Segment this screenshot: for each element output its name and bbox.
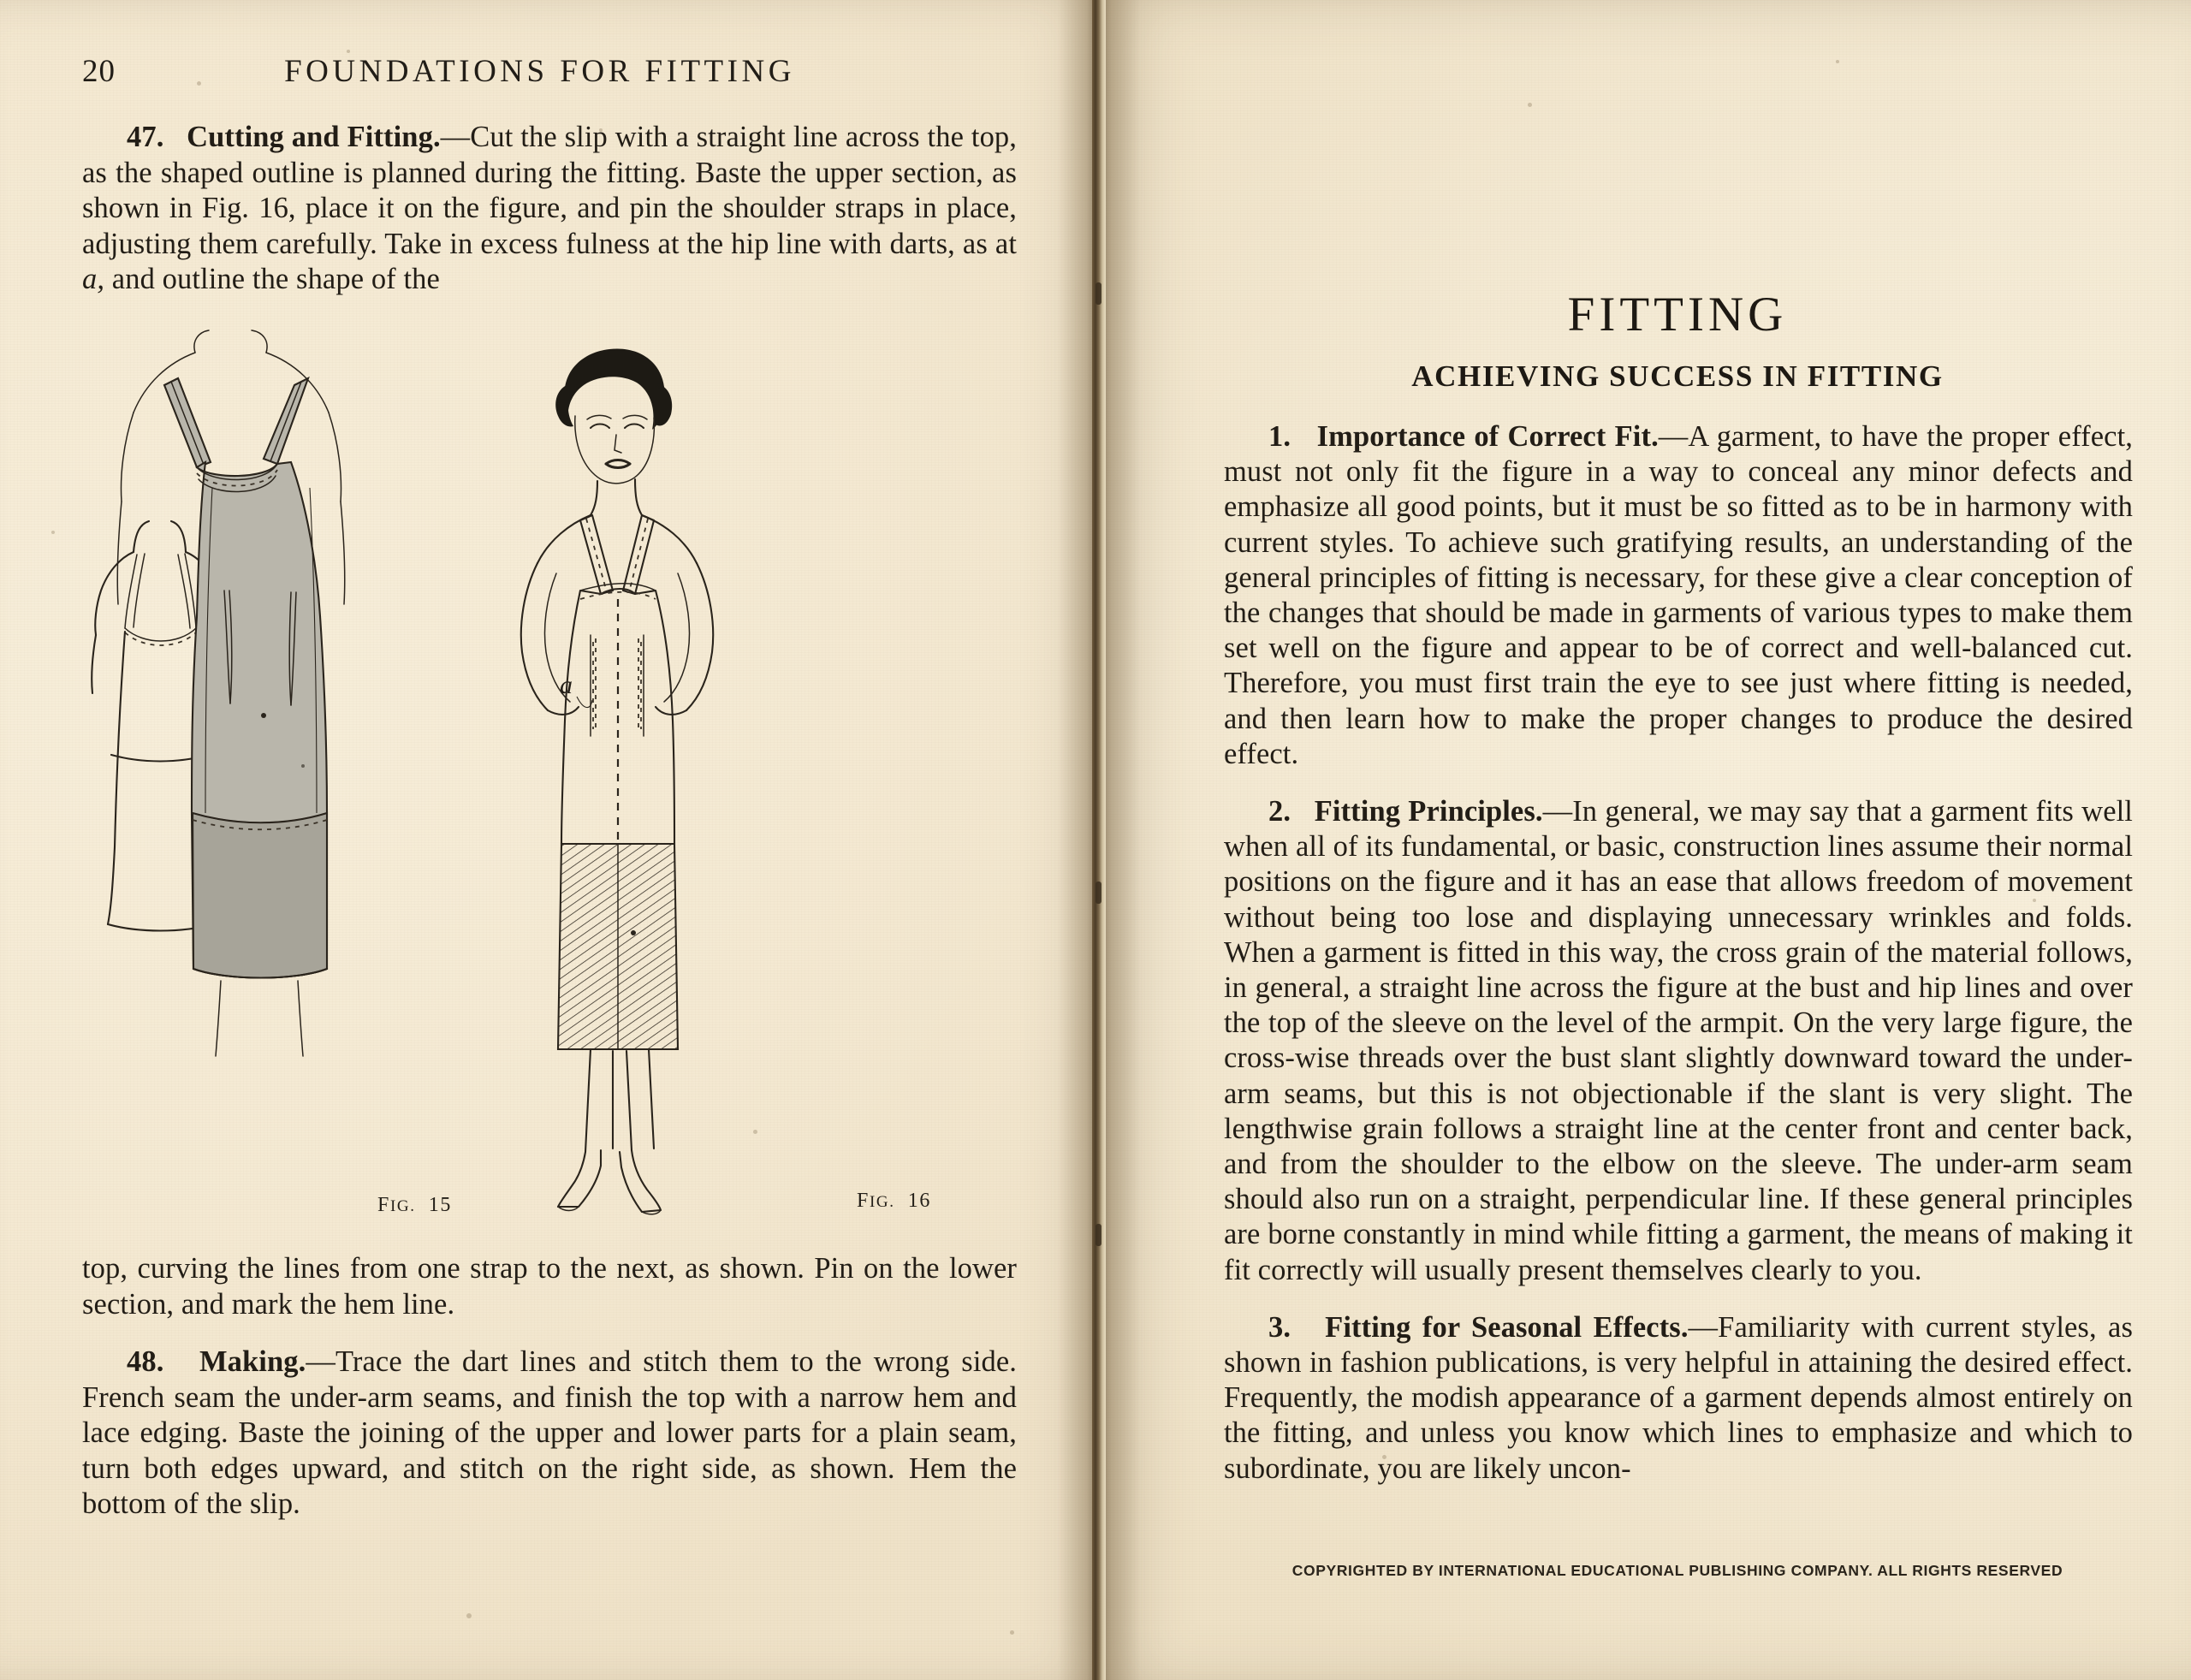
paragraph-1 bbox=[1224, 419, 2133, 772]
paragraph-47-dash: — bbox=[440, 121, 471, 153]
running-head-title: FOUNDATIONS FOR FITTING bbox=[284, 54, 795, 89]
section-title: FITTING bbox=[1567, 288, 1788, 341]
fig-15-caption-ig: IG. bbox=[389, 1197, 416, 1215]
paragraph-1-body: A garment, to have the proper effect, must not only fit the figure in a way to conceal any minor defects and emphasize all good points, but it must be so fitted as to be in harmony with current styles. To achieve such gratifying results, an understanding of the general principles of fitting is necessary, for these give a clear conception of the changes that should be made in garments of various types to make them set well on the figure and appear to be of correct and well-balanced cut. Therefore, you must first train the eye to see just where fitting is needed, and then learn how to make the proper changes to produce the desired effect. bbox=[1224, 420, 2133, 770]
right-column-text bbox=[1224, 419, 2133, 1487]
fig-15-slip-garment bbox=[117, 330, 345, 1056]
paragraph-3-body: Familiarity with current styles, as shown in fashion publications, is very helpful in attaining the desired effect. Frequently, the modish appearance of a garment depends almost entirely on the fitting, and unless you know which lines to emphasize and which to subordinate, you are likely uncon- bbox=[1224, 1310, 2133, 1485]
figures-svg bbox=[82, 334, 1024, 1258]
paragraph-2-body: In general, we may say that a garment fits well when all of its fundamental, or basic, construction lines assume their normal positions on the figure and it has an ease that allows freedom of movement without being too lose and displaying unnecessary wrinkles and folds. When a garment is fitted in this way, the cross grain of the material follows, in general, a straight line across the figure at the bust and hip lines and over the top of the sleeve on the level of the armpit. On the very large figure, the cross-wise threads over the bust slant slightly downward toward the under-arm seams, but this is not objectionable if the slant is very slight. The lengthwise grain follows a straight line at the center front and center back, and from the shoulder to the elbow on the sleeve. The under-arm seam should also run on a straight, perpendicular line. If these general principles are borne constantly in mind while fitting a garment, the means of making it fit correctly will usually present themselves clearly to you. bbox=[1224, 795, 2133, 1286]
fig-16-annotation-a: a bbox=[560, 671, 573, 699]
paragraph-3-dash: — bbox=[1688, 1310, 1719, 1344]
running-head-left bbox=[82, 53, 1015, 90]
fig-15-caption bbox=[377, 1194, 452, 1217]
left-column-top-text bbox=[82, 120, 1017, 298]
paragraph-48 bbox=[82, 1345, 1017, 1523]
fig-15-caption-f: F bbox=[377, 1194, 390, 1216]
paragraph-48-lead: Making. bbox=[199, 1345, 306, 1378]
paragraph-47-italic-ref: a, bbox=[82, 263, 105, 295]
paragraph-47-lead: Cutting and Fitting. bbox=[187, 121, 441, 153]
paragraph-48-body: Trace the dart lines and stitch them to the wrong side. French seam the under-arm seams, and finish the top with a narrow hem and lace edging. Baste the joining of the upper and lower parts for a plain seam, turn both edges upward, and stitch on the right side, as shown. Hem the bottom of the slip. bbox=[82, 1345, 1018, 1520]
paragraph-47-body: Cut the slip with a straight line across the top, as the shaped outline is planned during the fitting. Baste the upper section, as shown in Fig. 16, place it on the figure, and pin the shoulder straps in place, adjusting them carefully. Take in excess fulness at the hip line with darts, as at bbox=[82, 121, 1017, 260]
paragraph-47-continuation: top, curving the lines from one strap to the next, as shown. Pin on the lower section, and mark the hem line. bbox=[82, 1252, 1017, 1321]
copyright-notice: COPYRIGHTED BY INTERNATIONAL EDUCATIONAL PUBLISHING COMPANY. ALL RIGHTS RESERVED bbox=[1291, 1562, 2063, 1579]
section-subtitle: ACHIEVING SUCCESS IN FITTING bbox=[1411, 359, 1944, 393]
left-column-bottom-text bbox=[82, 1251, 1017, 1523]
paragraph-2-lead: Fitting Principles. bbox=[1314, 795, 1543, 828]
fig-16-caption-ig: IG. bbox=[869, 1193, 895, 1211]
paragraph-48-number: 48. bbox=[127, 1345, 164, 1378]
paragraph-3 bbox=[1224, 1310, 2133, 1487]
paragraph-2-dash: — bbox=[1542, 795, 1573, 828]
paragraph-2-number: 2. bbox=[1268, 795, 1291, 828]
paragraph-48-dash: — bbox=[306, 1345, 335, 1378]
figure-group bbox=[82, 334, 1024, 1258]
paragraph-3-number: 3. bbox=[1268, 1310, 1291, 1344]
paragraph-1-dash: — bbox=[1658, 420, 1689, 453]
fig-15-caption-number: 15 bbox=[428, 1194, 452, 1216]
paragraph-3-lead: Fitting for Seasonal Effects. bbox=[1325, 1310, 1689, 1344]
paragraph-1-lead: Importance of Correct Fit. bbox=[1316, 420, 1659, 453]
fig-16-fitted-figure bbox=[521, 348, 713, 1214]
fig-16-caption-f: F bbox=[857, 1190, 870, 1212]
fig-16-caption-number: 16 bbox=[907, 1190, 931, 1212]
paragraph-2 bbox=[1224, 794, 2133, 1288]
page-number: 20 bbox=[82, 54, 116, 89]
paragraph-47-body-tail: and outline the shape of the bbox=[104, 263, 440, 295]
paragraph-1-number: 1. bbox=[1268, 420, 1291, 453]
paragraph-47 bbox=[82, 120, 1017, 298]
fig-16-caption bbox=[857, 1190, 931, 1213]
paragraph-47-number: 47. bbox=[127, 121, 164, 153]
